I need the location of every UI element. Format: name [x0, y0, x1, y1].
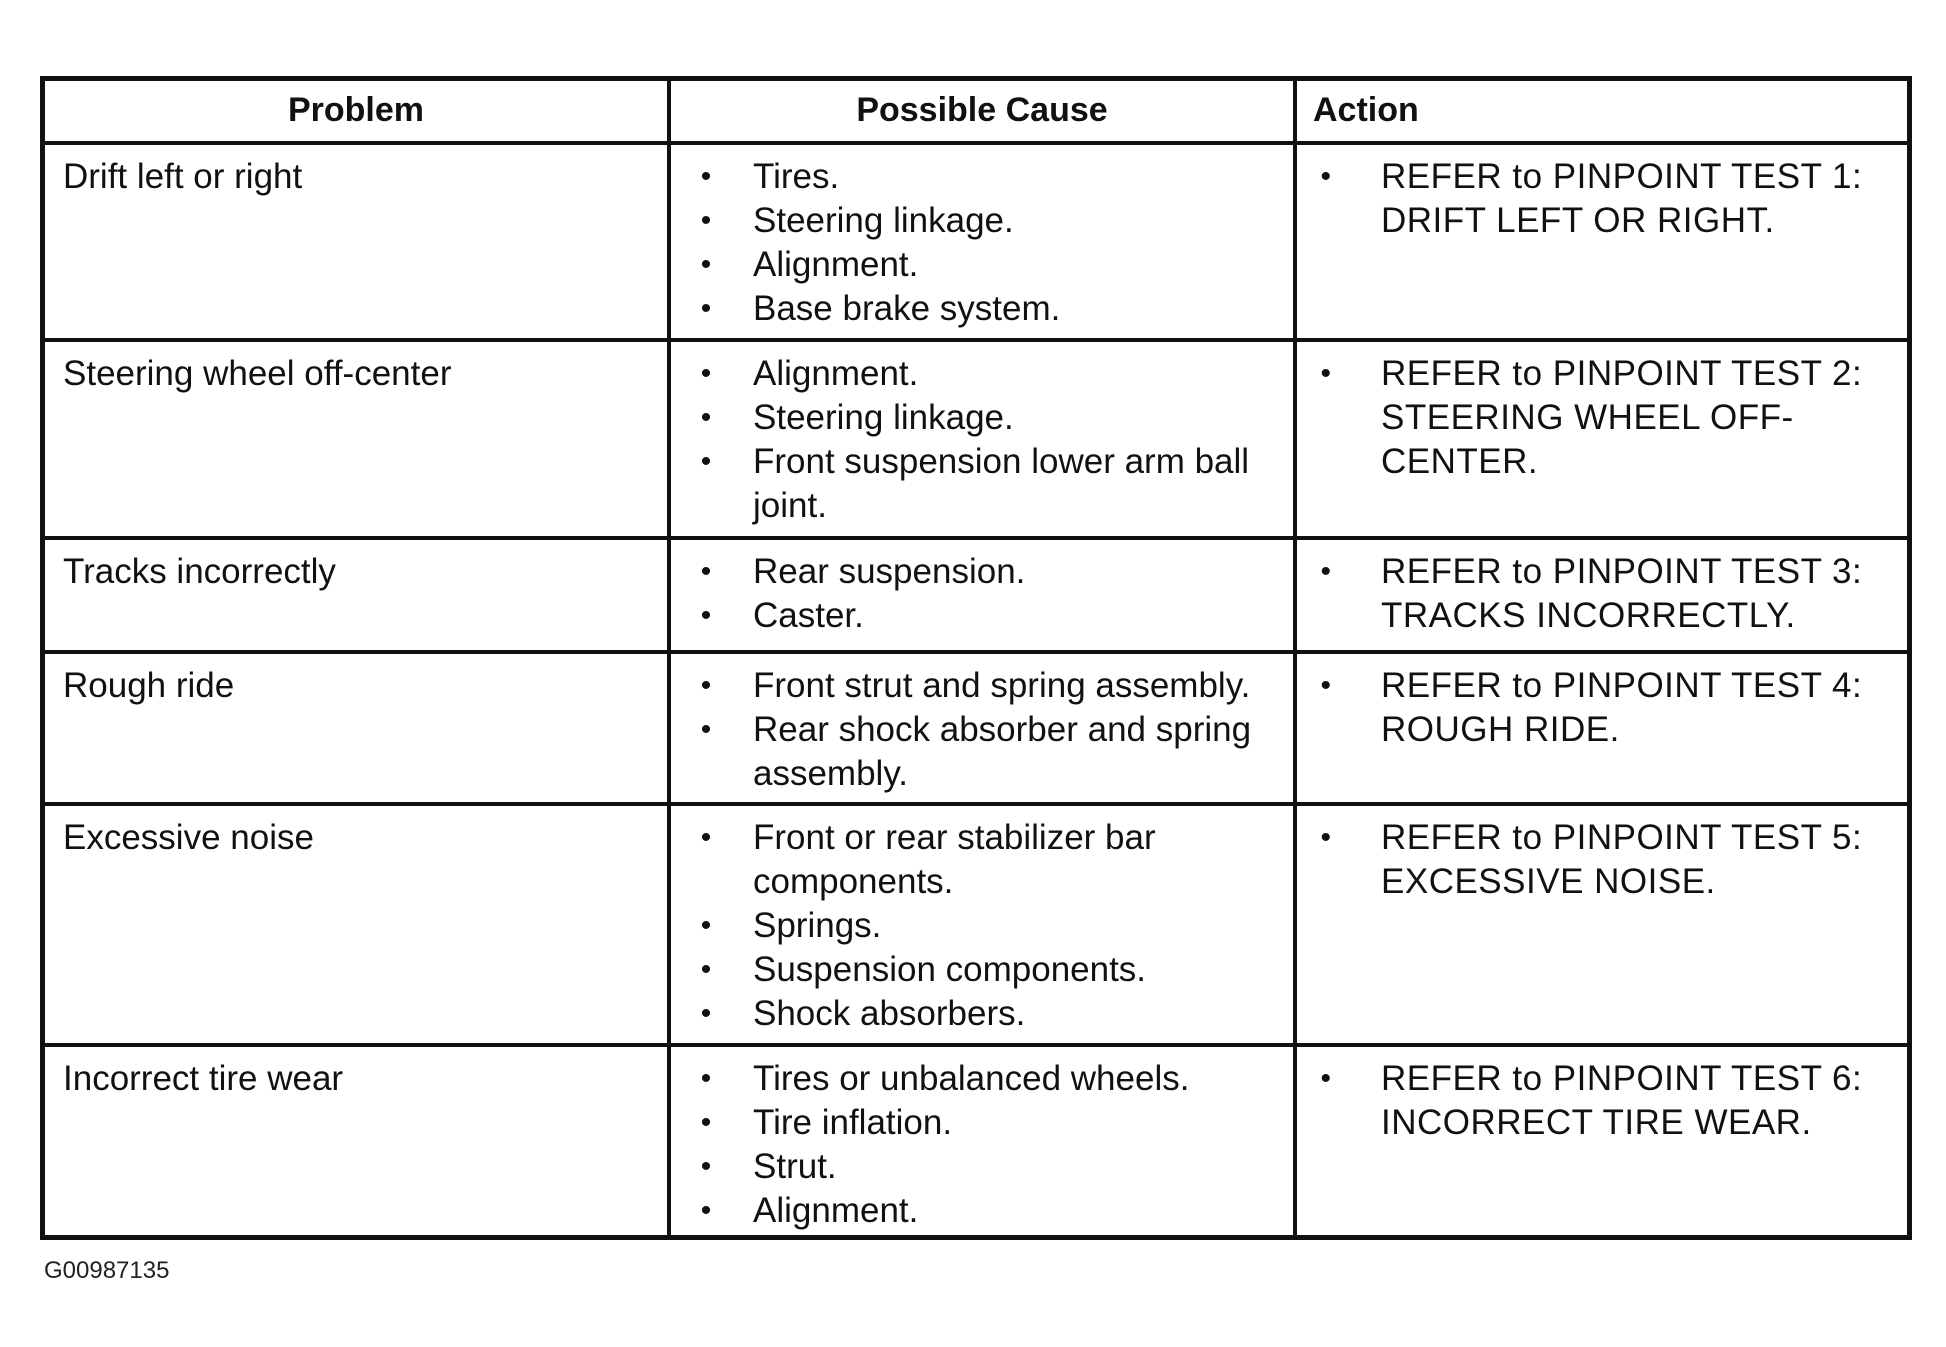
cause-item [671, 550, 1281, 594]
action-cell [1297, 806, 1907, 1047]
bullet-icon: • [700, 821, 712, 854]
problem-cell: Excessive noise [45, 806, 671, 1047]
cause-cell [671, 1047, 1297, 1235]
cause-cell [671, 540, 1297, 654]
bullet-icon: • [700, 997, 712, 1030]
bullet-icon: • [700, 204, 712, 237]
cause-text: Front or rear stabilizer bar components. [753, 818, 1156, 901]
header-problem: Problem [45, 81, 671, 145]
cause-text: Tire inflation. [753, 1103, 953, 1142]
action-cell [1297, 1047, 1907, 1235]
cause-list [671, 145, 1293, 331]
header-action: Action [1297, 81, 1907, 145]
cause-item [671, 708, 1281, 796]
cause-item [671, 1101, 1281, 1145]
bullet-icon: • [700, 1062, 712, 1095]
header-possible-cause: Possible Cause [671, 81, 1297, 145]
problem-cell: Steering wheel off-center [45, 342, 671, 540]
cause-text: Alignment. [753, 1191, 919, 1230]
cause-text: Springs. [753, 906, 882, 945]
bullet-icon: • [1320, 669, 1332, 702]
problem-cell: Rough ride [45, 654, 671, 806]
bullet-icon: • [700, 357, 712, 390]
cause-cell [671, 654, 1297, 806]
cause-item [671, 199, 1281, 243]
bullet-icon: • [700, 445, 712, 478]
problem-cell: Tracks incorrectly [45, 540, 671, 654]
bullet-icon: • [700, 953, 712, 986]
cause-text: Shock absorbers. [753, 994, 1026, 1033]
bullet-icon: • [700, 669, 712, 702]
bullet-icon: • [700, 248, 712, 281]
cause-item [671, 816, 1281, 904]
cause-list [671, 654, 1293, 796]
bullet-icon: • [1320, 1062, 1332, 1095]
cause-text: Rear shock absorber and spring assembly. [753, 710, 1252, 793]
bullet-icon: • [1320, 821, 1332, 854]
bullet-icon: • [700, 909, 712, 942]
cause-item [671, 594, 1281, 638]
action-cell [1297, 540, 1907, 654]
cause-item [671, 396, 1281, 440]
action-text: REFER to PINPOINT TEST 2: STEERING WHEEL OFF-CENTER. [1381, 354, 1863, 481]
action-cell [1297, 654, 1907, 806]
cause-text: Front strut and spring assembly. [753, 666, 1251, 705]
problem-cell: Incorrect tire wear [45, 1047, 671, 1235]
cause-text: Strut. [753, 1147, 837, 1186]
cause-cell [671, 342, 1297, 540]
cause-list [671, 1047, 1293, 1233]
cause-text: Rear suspension. [753, 552, 1026, 591]
bullet-icon: • [700, 1106, 712, 1139]
cause-item [671, 440, 1281, 528]
cause-text: Alignment. [753, 245, 919, 284]
cause-item [671, 155, 1281, 199]
cause-item [671, 243, 1281, 287]
cause-item [671, 352, 1281, 396]
cause-text: Steering linkage. [753, 398, 1014, 437]
action-cell [1297, 145, 1907, 342]
cause-text: Caster. [753, 596, 864, 635]
cause-item [671, 1145, 1281, 1189]
cause-item [671, 904, 1281, 948]
action-text: REFER to PINPOINT TEST 3: TRACKS INCORRECTLY. [1381, 552, 1863, 635]
figure-id: G00987135 [44, 1257, 170, 1284]
cause-text: Alignment. [753, 354, 919, 393]
bullet-icon: • [700, 1150, 712, 1183]
cause-item [671, 948, 1281, 992]
action-text: REFER to PINPOINT TEST 1: DRIFT LEFT OR RIGHT. [1381, 157, 1863, 240]
bullet-icon: • [700, 1194, 712, 1227]
cause-list [671, 540, 1293, 638]
bullet-icon: • [700, 555, 712, 588]
cause-text: Front suspension lower arm ball joint. [753, 442, 1250, 525]
cause-text: Base brake system. [753, 289, 1061, 328]
cause-text: Tires. [753, 157, 840, 196]
cause-item [671, 992, 1281, 1036]
action-cell [1297, 342, 1907, 540]
bullet-icon: • [700, 599, 712, 632]
bullet-icon: • [1320, 555, 1332, 588]
cause-cell [671, 145, 1297, 342]
action-text: REFER to PINPOINT TEST 6: INCORRECT TIRE WEAR. [1381, 1059, 1863, 1142]
bullet-icon: • [1320, 160, 1332, 193]
cause-item [671, 664, 1281, 708]
cause-cell [671, 806, 1297, 1047]
problem-cell: Drift left or right [45, 145, 671, 342]
cause-text: Steering linkage. [753, 201, 1014, 240]
action-text: REFER to PINPOINT TEST 5: EXCESSIVE NOISE. [1381, 818, 1863, 901]
cause-list [671, 806, 1293, 1036]
bullet-icon: • [1320, 357, 1332, 390]
cause-item [671, 287, 1281, 331]
bullet-icon: • [700, 401, 712, 434]
bullet-icon: • [700, 160, 712, 193]
cause-list [671, 342, 1293, 528]
bullet-icon: • [700, 292, 712, 325]
cause-item [671, 1057, 1281, 1101]
cause-item [671, 1189, 1281, 1233]
diagnosis-table [40, 76, 1912, 1240]
cause-text: Suspension components. [753, 950, 1147, 989]
bullet-icon: • [700, 713, 712, 746]
action-text: REFER to PINPOINT TEST 4: ROUGH RIDE. [1381, 666, 1863, 749]
cause-text: Tires or unbalanced wheels. [753, 1059, 1190, 1098]
